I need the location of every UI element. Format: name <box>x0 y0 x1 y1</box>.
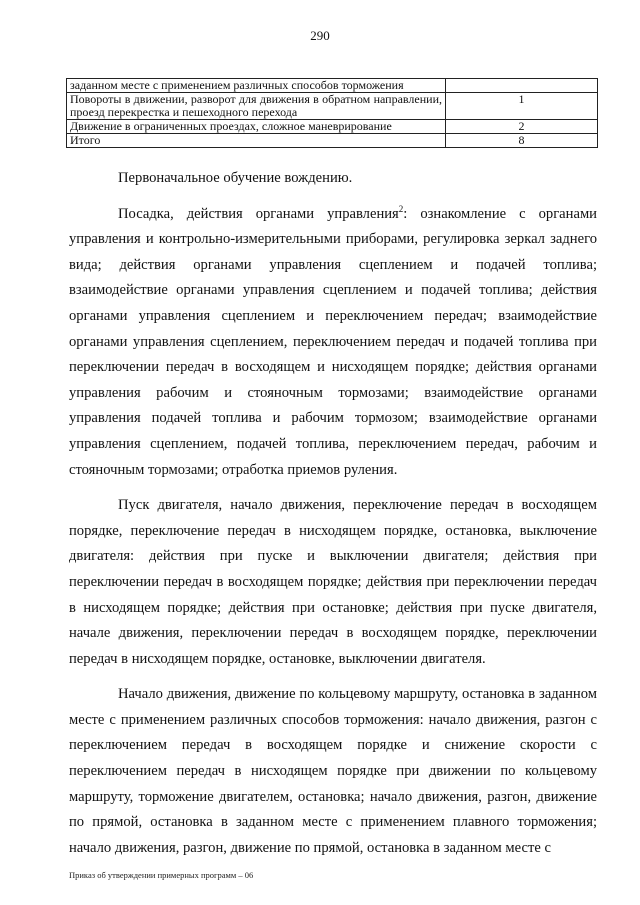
page-number: 290 <box>310 28 330 43</box>
paragraph-seating-rest: : ознакомление с органами управления и контрольно-измерительными приборами, регулировка зеркал заднего вида; действия органами управления сцеплением и подачей топлива; взаимодействие органами управления сцеплением и подачей топлива; действия органами управления сцеплением и переключением передач; взаимодействие органами управления сцеплением, переключением передач и подачей топлива при переключении передач в восходящем и нисходящем порядке; действия органами управления рабочим и стояночным тормозами; взаимодействие органами управления подачей топлива и рабочим тормозом; взаимодействие органами управления сцеплением, подачей топлива, переключением передач, рабочим и стояночным тормозами; отработка приемов руления. <box>69 205 597 478</box>
table-cell-hours <box>446 79 598 93</box>
table-cell-hours: 1 <box>446 93 598 120</box>
table-cell-name: Движение в ограниченных проездах, сложное маневрирование <box>67 120 446 134</box>
table-cell-hours: 8 <box>446 134 598 148</box>
section-title: Первоначальное обучение вождению. <box>118 170 353 186</box>
table-cell-hours: 2 <box>446 120 598 134</box>
table-row <box>67 134 598 148</box>
paragraph-engine-start: Пуск двигателя, начало движения, переключение передач в восходящем порядке, переключение передач в нисходящем порядке, остановка, выключение двигателя: действия при пуске и выключении двигателя; действия при переключении передач в восходящем порядке; действия при переключении передач в нисходящем порядке; действия при остановке; действия при пуске двигателя, начале движения, переключении передач в восходящем порядке, переключении передач в нисходящем порядке, остановке, выключении двигателя. <box>69 497 597 667</box>
paragraph-seating <box>69 202 597 484</box>
footnote-marker: 2 <box>398 203 404 214</box>
table-row <box>67 79 598 93</box>
table-cell-name: Итого <box>67 134 446 148</box>
paragraph-ring-route: Начало движения, движение по кольцевому маршруту, остановка в заданном месте с применением различных способов торможения: начало движения, разгон с переключением передач в восходящем порядке и снижение скорости с переключением передач в нисходящем порядке при движении по кольцевому маршруту, торможение двигателем, остановка; начало движения, разгон, движение по прямой, остановка в заданном месте с применением плавного торможения; начало движения, разгон, движение по прямой, остановка в заданном месте с <box>69 686 597 856</box>
paragraph-seating-start: Посадка, действия органами управления <box>118 205 399 222</box>
table-row <box>67 93 598 120</box>
body-text <box>69 166 597 861</box>
table-cell-name: Повороты в движении, разворот для движения в обратном направлении, проезд перекрестка и пешеходного перехода <box>67 93 446 120</box>
table-row <box>67 120 598 134</box>
footer-note: Приказ об утверждении примерных программ – 06 <box>69 870 254 880</box>
table-cell-name: заданном месте с применением различных способов торможения <box>67 79 446 93</box>
hours-table <box>66 78 598 148</box>
